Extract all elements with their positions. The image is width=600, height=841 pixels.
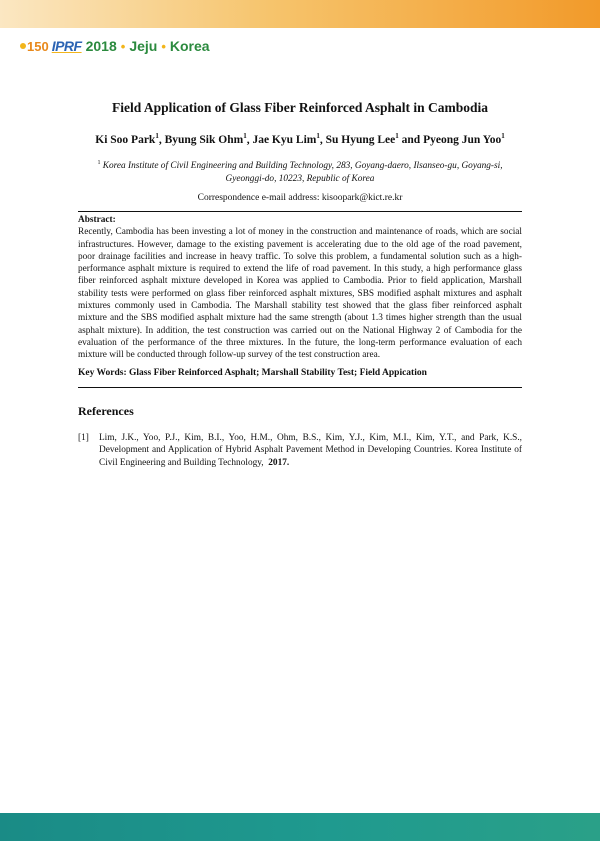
affiliation-marker: 1 (97, 160, 101, 166)
footer-banner (0, 813, 600, 841)
author-list: Ki Soo Park$^1$, Byung Sik Ohm$^1$, Jae Kyu Lim$^1$, Su Hyung Lee$^1$ and Pyeong Jun Yoo$^1$ (95, 132, 505, 146)
abstract (78, 214, 522, 362)
logo-separator: • (161, 38, 166, 54)
reference-text: Lim, J.K., Yoo, P.J., Kim, B.I., Yoo, H.M., Ohm, B.S., Kim, Y.J., Kim, M.I., Kim, Y.T., and Park, K.S., Development and Application of Hybrid Asphalt Pavement Method in Developing Countries. Korea Institute of Civil Engineering and Building Technology, 2017. (99, 433, 522, 468)
affiliation-text: Korea Institute of Civil Engineering and Building Technology, 283, Goyang-daero, Ilsanseo-gu, Goyang-si, Gyeonggi-do, 10223, Republic of Korea (102, 161, 503, 184)
keywords: Key Words: Glass Fiber Reinforced Asphalt; Marshall Stability Test; Field Appication (78, 368, 427, 378)
logo-city: Jeju (129, 38, 158, 54)
reference-number: [1] (78, 433, 89, 443)
references-heading: References (78, 404, 134, 418)
divider (78, 211, 522, 212)
paper-title: Field Application of Glass Fiber Reinforced Asphalt in Cambodia (111, 100, 489, 115)
sun-dot-icon (20, 43, 26, 49)
author: Pyeong Jun Yoo$^1$ (423, 132, 505, 146)
logo-year: 2018 (85, 38, 117, 54)
divider (78, 387, 522, 388)
logo-separator: • (120, 38, 126, 54)
reference-item (78, 432, 522, 469)
correspondence-email: Correspondence e-mail address: kisoopark@kict.re.kr (197, 193, 403, 203)
logo-number: 150 (20, 39, 49, 54)
affiliation (85, 157, 515, 185)
author: Byung Sik Ohm$^1$ (164, 132, 247, 146)
header-banner (0, 0, 600, 28)
reference-year: 2017. (268, 457, 290, 468)
conference-logo (20, 35, 210, 57)
author: Ki Soo Park$^1$ (95, 132, 159, 146)
logo-country: Korea (169, 38, 210, 54)
author: Su Hyung Lee$^1$ (325, 132, 399, 146)
abstract-body: Recently, Cambodia has been investing a lot of money in the construction and maintenance of roads, which are social infrastructures. However, damage to the existing pavement is accelerating due to the old age of the road pavement, poor drainage facilities and increase in heavy traffic. To solve this problem, a fundamental solution such as a high-performance asphalt mixture is required to extend the life of road pavement. In this study, a high performance glass fiber reinforced asphalt mixture developed in Korea was applied to Cambodia. Prior to field application, Marshall stability tests were performed on glass fiber reinforced asphalt mixtures, SBS modified asphalt mixtures and asphalt mixtures commonly used in Cambodia. The Marshall stability test showed that the glass fiber reinforced asphalt mixture and the SBS modified asphalt mixture had the same strength (about 1.3 times higher strength than the usual asphalt mixture). In addition, the test construction was carried out on the National Highway 2 of Cambodia for the evaluation of the performance of the three mixtures. In the future, the long-term performance evaluation of each mixture will be conducted through follow-up survey of the test construction area. (78, 227, 522, 361)
author: Jae Kyu Lim$^1$ (252, 132, 320, 146)
abstract-heading: Abstract: (78, 215, 116, 225)
logo-mark: IPRF (51, 38, 82, 54)
